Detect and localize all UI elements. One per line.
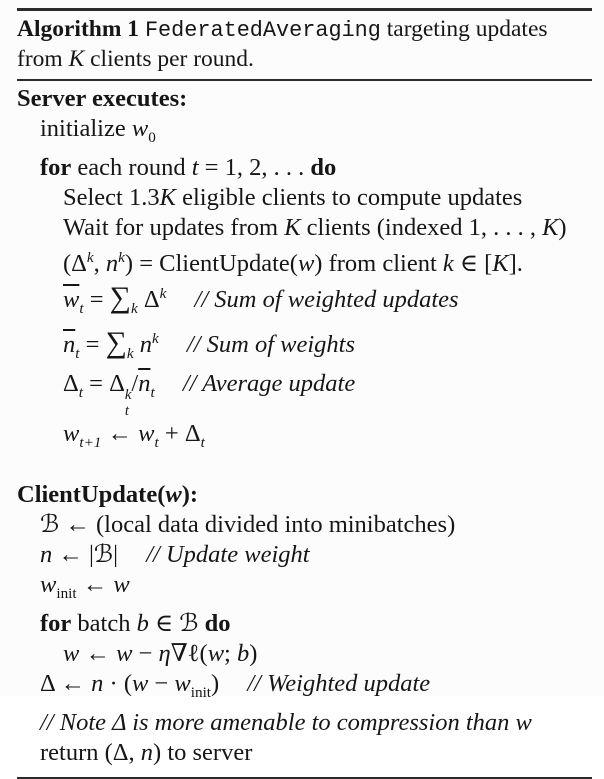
algorithm-label: Algorithm 1 [17, 16, 145, 42]
number: 1.3 [129, 183, 160, 211]
text: return (Δ, [40, 738, 141, 766]
text: = 1, 2, . . . [198, 153, 311, 181]
subscript-t1: t+1 [79, 433, 102, 451]
math-delta: Δ [184, 420, 201, 448]
math-var-w: w [297, 250, 315, 278]
arrow-left: ← [76, 570, 114, 598]
line-sum-updates [17, 279, 592, 324]
text: ) from client [314, 250, 443, 278]
math-var-n: n [40, 540, 53, 568]
math-delta: Δ [109, 370, 125, 398]
line-update-weight [17, 540, 592, 570]
subscript-t: t [154, 433, 159, 451]
superscript-k: k [152, 330, 159, 348]
keyword-for: for [40, 153, 72, 181]
math-var-wbar: $\overline{w}$ [63, 286, 80, 314]
line-weight-update [17, 419, 592, 458]
math-var-K: K [68, 46, 85, 72]
dot-operator: · ( [103, 669, 132, 697]
math-var-b: b [136, 609, 149, 637]
caption-text: from [17, 46, 69, 72]
line-for-round [17, 153, 592, 183]
text: ∈ [ [453, 250, 493, 278]
plus: + [158, 420, 185, 448]
keyword-do: do [310, 153, 337, 181]
algorithm-name: FederatedAveraging [144, 18, 381, 43]
math-var-k: k [442, 250, 454, 278]
math-var-w: w [63, 639, 80, 667]
text: ∈ ℬ [148, 609, 205, 637]
line-average-update [17, 369, 592, 419]
bottom-rule [17, 777, 592, 779]
server-heading [17, 84, 592, 114]
text: clients (indexed 1, . . . , [300, 213, 543, 241]
line-client-update-call [17, 243, 592, 279]
math-var-eta: η [158, 639, 171, 667]
line-select-clients [17, 183, 592, 213]
keyword-for: for [40, 609, 72, 637]
text: , [93, 250, 106, 278]
subscript-t: t [79, 300, 84, 318]
math-var-n: n [140, 738, 154, 766]
subscript-t: t [124, 402, 129, 419]
text: ) [558, 213, 567, 241]
line-wait-updates [17, 213, 592, 243]
math-var-w: w [165, 480, 182, 508]
superscript-k: k [118, 248, 125, 266]
algorithm-caption [17, 11, 592, 79]
subscript-t: t [75, 345, 80, 363]
math-var-w: w [138, 420, 155, 448]
subscript-0: 0 [148, 128, 156, 146]
text: ) = ClientUpdate( [124, 250, 298, 278]
superscript-k: k [159, 285, 167, 303]
equals: = [79, 331, 106, 359]
sum-icon: ∑ [109, 281, 131, 315]
sum-icon: ∑ [105, 326, 127, 360]
semicolon: ; [224, 639, 237, 667]
close-paren: ) [211, 669, 220, 697]
math-var-w: w [40, 570, 57, 598]
subscript-t: t [78, 384, 83, 402]
caption-text: clients per round. [84, 46, 254, 72]
superscript-k: k [86, 248, 94, 266]
text: ← |ℬ| [52, 540, 119, 568]
math-var-n: n [139, 331, 152, 359]
text: Wait for updates from [63, 213, 285, 241]
line-minibatches [17, 510, 592, 540]
text: ) to server [153, 738, 253, 766]
text: ℬ ← (local data divided into minibatches) [40, 510, 456, 538]
math-delta: (Δ [63, 250, 87, 278]
caption-line-1 [17, 15, 592, 45]
math-var-w: w [63, 420, 80, 448]
arrow-left: ← [101, 420, 139, 448]
keyword-do: do [204, 609, 231, 637]
line-sum-weights [17, 324, 592, 369]
heading-text: Server executes: [17, 85, 188, 112]
comment: // Sum of weights [186, 331, 356, 359]
heading-text: ClientUpdate( [17, 480, 166, 508]
text: each round [71, 153, 192, 181]
math-delta: Δ [63, 370, 79, 398]
line-initialize [17, 114, 592, 153]
subscript-init: init [190, 683, 212, 701]
math-var-nbar: $\overline{n}$ [138, 370, 151, 398]
text: ]. [508, 250, 523, 278]
equals: = [83, 286, 110, 314]
comment: // Average update [182, 370, 356, 398]
text: eligible clients to compute updates [175, 183, 523, 211]
math-var-n: n [91, 669, 104, 697]
comment: // Sum of weighted updates [194, 286, 459, 314]
text: Select [63, 183, 129, 211]
line-for-batch [17, 609, 592, 639]
math-var-t: t [191, 153, 199, 181]
math-var-K: K [159, 183, 176, 211]
math-var-w: w [131, 115, 149, 142]
divide-slash: / [131, 370, 139, 398]
math-var-w: w [113, 570, 130, 598]
math-var-w: w [207, 639, 225, 667]
minus: − [148, 669, 175, 697]
client-update-heading [17, 480, 592, 510]
comment: // Update weight [146, 540, 310, 568]
math-var-n: n [105, 250, 119, 278]
arrow-left: ← [79, 639, 117, 667]
subscript-t: t [150, 384, 155, 402]
math-var-w: w [116, 639, 133, 667]
line-weighted-update [17, 669, 592, 708]
comment: // Note Δ is more amenable to compression than w [40, 708, 532, 736]
math-var-K: K [542, 213, 559, 241]
subscript-k: k [126, 345, 134, 363]
math-var-K: K [492, 250, 509, 278]
subscript-t: t [200, 433, 205, 451]
math-var-w: w [174, 669, 191, 697]
math-var-w: w [131, 669, 149, 697]
minus: − [132, 639, 159, 667]
math-var-nbar: $\overline{n}$ [63, 331, 76, 359]
math-var-b: b [236, 639, 250, 667]
subscript-init: init [56, 584, 77, 602]
math-delta: Δ ← [40, 669, 92, 697]
text: initialize [40, 115, 132, 142]
math-var-K: K [284, 213, 301, 241]
line-note-comment [17, 708, 592, 738]
algorithm-body [17, 81, 592, 768]
heading-text: ): [181, 480, 199, 508]
caption-text: targeting updates [380, 16, 548, 42]
line-w-init [17, 570, 592, 609]
line-return [17, 738, 592, 768]
close-paren: ) [249, 639, 258, 667]
superscript-k: k [124, 387, 132, 404]
text: batch [71, 609, 137, 637]
caption-line-2 [17, 45, 592, 74]
section-gap [17, 458, 592, 480]
math-delta: Δ [143, 286, 160, 314]
nabla-loss: ∇ℓ( [170, 639, 208, 667]
subscript-k: k [130, 300, 138, 318]
comment: // Weighted update [247, 669, 431, 697]
equals: = [83, 370, 110, 398]
line-gradient-step [17, 639, 592, 669]
